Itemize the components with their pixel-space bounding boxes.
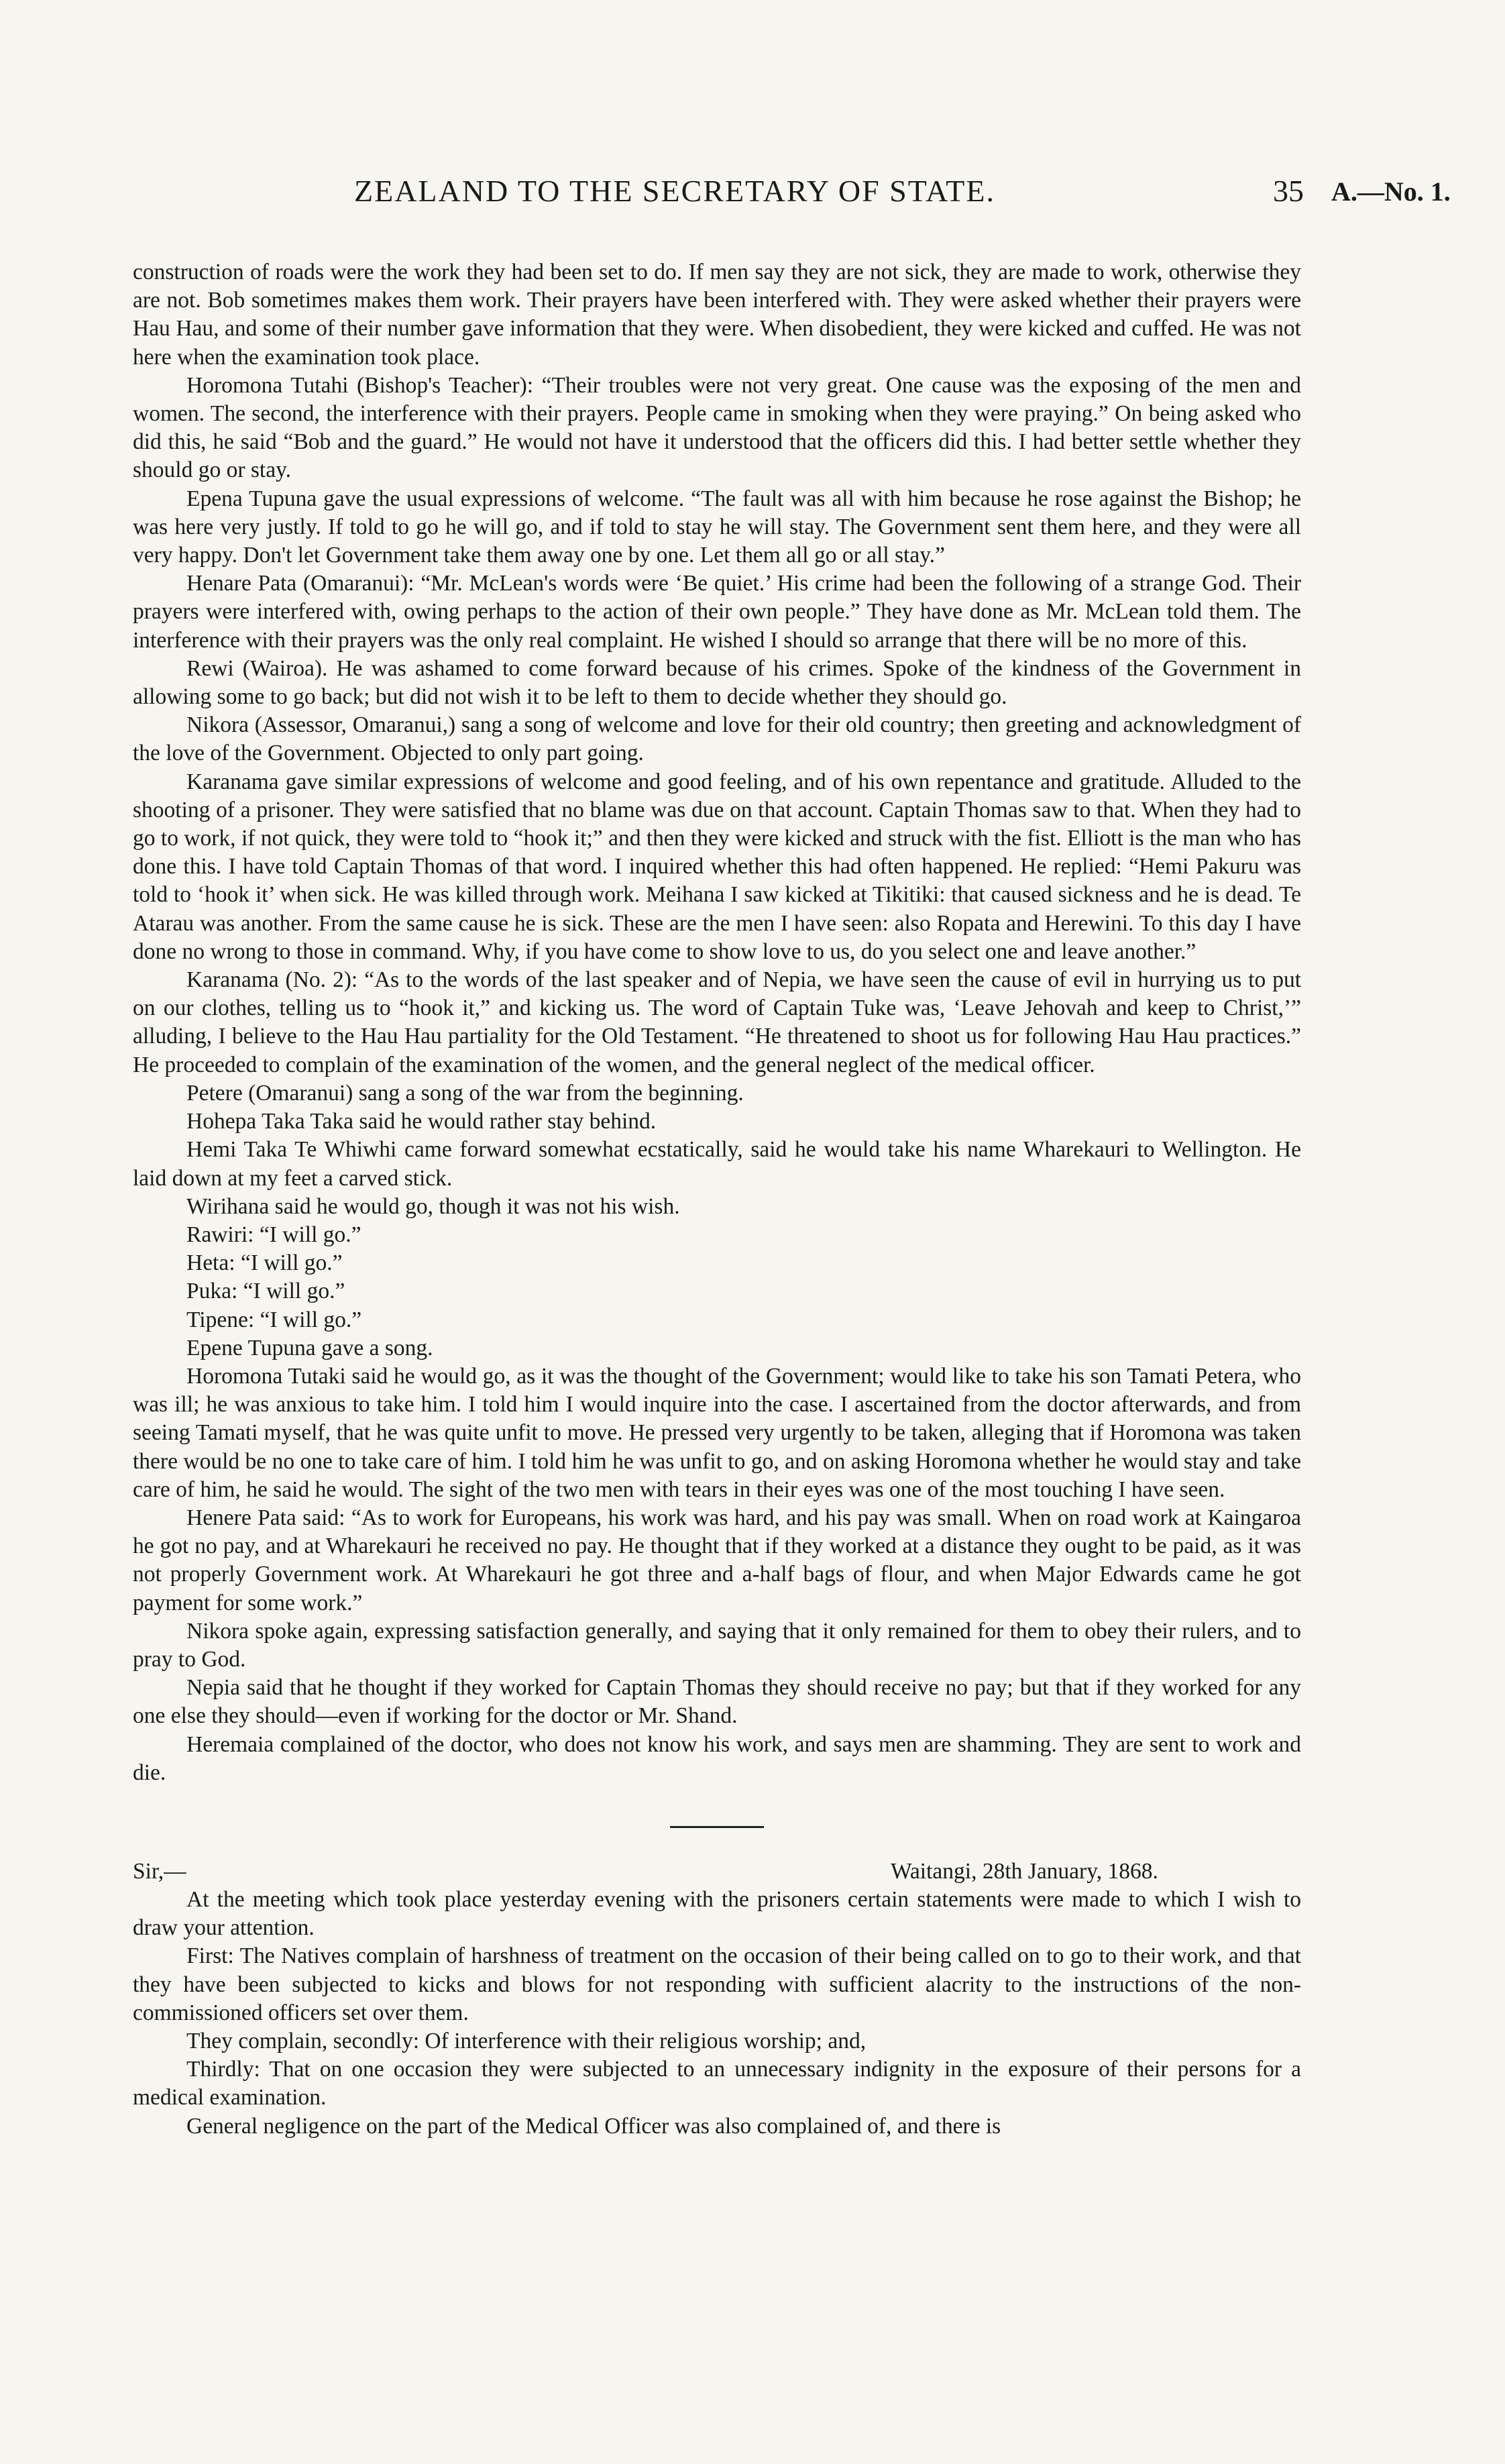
paragraph: Tipene: “I will go.” (186, 1307, 362, 1332)
letter-paragraph: General negligence on the part of the Medical Officer was also complained of, and there is (186, 2113, 1001, 2139)
letter-paragraph: Thirdly: That on one occasion they were subjected to an unnecessary indignity in the exposure of their persons for a medical examination. (133, 2057, 1301, 2110)
paragraph: Heta: “I will go.” (186, 1250, 343, 1276)
paragraph: Horomona Tutahi (Bishop's Teacher): “Their troubles were not very great. One cause was the exposing of the men and women. The second, the interference with their prayers. People came in smoking when they were praying.” On being asked who did this, he said “Bob and the guard.” He would not have it understood that the officers did this. I had better settle whether they should go or stay. (133, 372, 1301, 483)
page-body (133, 258, 1301, 2141)
paragraph: Wirihana said he would go, though it was not his wish. (186, 1193, 680, 1219)
letter-dateline: Waitangi, 28th January, 1868. (891, 1858, 1158, 1884)
paragraph: Epene Tupuna gave a song. (186, 1335, 433, 1360)
letter-salutation: Sir,— (133, 1858, 186, 1884)
letter-paragraph: First: The Natives complain of harshness of treatment on the occasion of their being called on to go to their work, and that they have been subjected to kicks and blows for not responding with sufficient alacrity to the instructions of the non-commissioned officers set over them. (133, 1943, 1301, 2025)
running-title: ZEALAND TO THE SECRETARY OF STATE. (354, 174, 995, 208)
letter-heading (133, 1858, 1301, 1886)
paragraph: Rawiri: “I will go.” (186, 1222, 361, 1247)
paragraph: Henere Pata said: “As to work for Europeans, his work was hard, and his pay was small. When on road work at Kaingaroa he got no pay, and at Wharekauri he received no pay. He thought that if they worked at a distance they ought to be paid, as it was not properly Government work. At Wharekauri he got three and a-half bags of flour, and when Major Edwards came he got payment for some work.” (133, 1505, 1301, 1615)
paragraph: Nikora (Assessor, Omaranui,) sang a song of welcome and love for their old country; then greeting and acknowledgment of the love of the Government. Objected to only part going. (133, 712, 1301, 766)
page-number: 35 (1273, 174, 1304, 208)
paragraph: Karanama (No. 2): “As to the words of the last speaker and of Nepia, we have seen the cause of evil in hurrying us to put on our clothes, telling us to “hook it,” and kicking us. The word of Captain Tuke was, ‘Leave Jehovah and keep to Christ,’” alluding, I believe to the Hau Hau partiality for the Old Testament. “He threatened to shoot us for following Hau Hau practices.” He proceeded to complain of the examination of the women, and the general neglect of the medical officer. (133, 967, 1301, 1077)
paragraph: Nikora spoke again, expressing satisfaction generally, and saying that it only remained for them to obey their rulers, and to pray to God. (133, 1618, 1301, 1672)
paragraph: Karanama gave similar expressions of welcome and good feeling, and of his own repentance and gratitude. Alluded to the shooting of a prisoner. They were satisfied that no blame was due on that account. Captain Thomas saw to that. When they had to go to work, if not quick, they were told to “hook it;” and then they were kicked and struck with the fist. Elliott is the man who has done this. I have told Captain Thomas of that word. I inquired whether this had often happened. He replied: “Hemi Pakuru was told to ‘hook it’ when sick. He was killed through work. Meihana I saw kicked at Tikitiki: that caused sickness and he is dead. Te Atarau was another. From the same cause he is sick. These are the men I have seen: also Ropata and Herewini. To this day I have done no wrong to those in command. Why, if you have come to show love to us, do you select one and leave another.” (133, 769, 1301, 964)
letter-paragraph: At the meeting which took place yesterday evening with the prisoners certain statements were made to which I wish to draw your attention. (133, 1886, 1301, 1941)
paragraph: Rewi (Wairoa). He was ashamed to come forward because of his crimes. Spoke of the kindness of the Government in allowing some to go back; but did not wish it to be left to them to decide whether they should go. (133, 655, 1301, 710)
letter-paragraph: They complain, secondly: Of interference with their religious worship; and, (186, 2028, 867, 2053)
paragraph: Nepia said that he thought if they worked for Captain Thomas they should receive no pay; but that if they worked for any one else they should—even if working for the doctor or Mr. Shand. (133, 1675, 1301, 1729)
paragraph: Heremaia complained of the doctor, who does not know his work, and says men are shamming. They are sent to work and die. (133, 1731, 1301, 1785)
paragraph: Horomona Tutaki said he would go, as it was the thought of the Government; would like to take his son Tamati Petera, who was ill; he was anxious to take him. I told him I would inquire into the case. I ascertained from the doctor afterwards, and from seeing Tamati myself, that he was quite unfit to move. He pressed very urgently to be taken, alleging that if Horomona was taken there would be no one to take care of him. I told him he was unfit to go, and on asking Horomona whether he would stay and take care of him, he said he would. The sight of the two men with tears in their eyes was one of the most touching I have seen. (133, 1363, 1301, 1502)
section-divider (670, 1826, 764, 1828)
paragraph: Puka: “I will go.” (186, 1279, 345, 1304)
paragraph: Hohepa Taka Taka said he would rather stay behind. (186, 1109, 657, 1134)
paragraph: Petere (Omaranui) sang a song of the war from the beginning. (186, 1080, 744, 1106)
paragraph: Epena Tupuna gave the usual expressions of welcome. “The fault was all with him because he rose against the Bishop; he was here very justly. If told to go he will go, and if told to stay he will stay. The Government sent them here, and they were all very happy. Don't let Government take them away one by one. Let them all go or all stay.” (133, 486, 1301, 568)
paragraph-continued: construction of roads were the work they had been set to do. If men say they are not sick, they are made to work, otherwise they are not. Bob sometimes makes them work. Their prayers have been interfered with. They were asked whether their prayers were Hau Hau, and some of their number gave information that they were. When disobedient, they were kicked and cuffed. He was not here when the examination took place. (133, 260, 1301, 370)
paragraph: Hemi Taka Te Whiwhi came forward somewhat ecstatically, said he would take his name Wharekauri to Wellington. He laid down at my feet a carved stick. (133, 1137, 1301, 1191)
page-header (0, 173, 1505, 213)
paper-reference: A.—No. 1. (1331, 176, 1451, 207)
paragraph: Henare Pata (Omaranui): “Mr. McLean's words were ‘Be quiet.’ His crime had been the following of a strange God. Their prayers were interfered with, owing perhaps to the action of their own people.” They have done as Mr. McLean told them. The interference with their prayers was the only real complaint. He wished I should so arrange that there will be no more of this. (133, 571, 1301, 653)
